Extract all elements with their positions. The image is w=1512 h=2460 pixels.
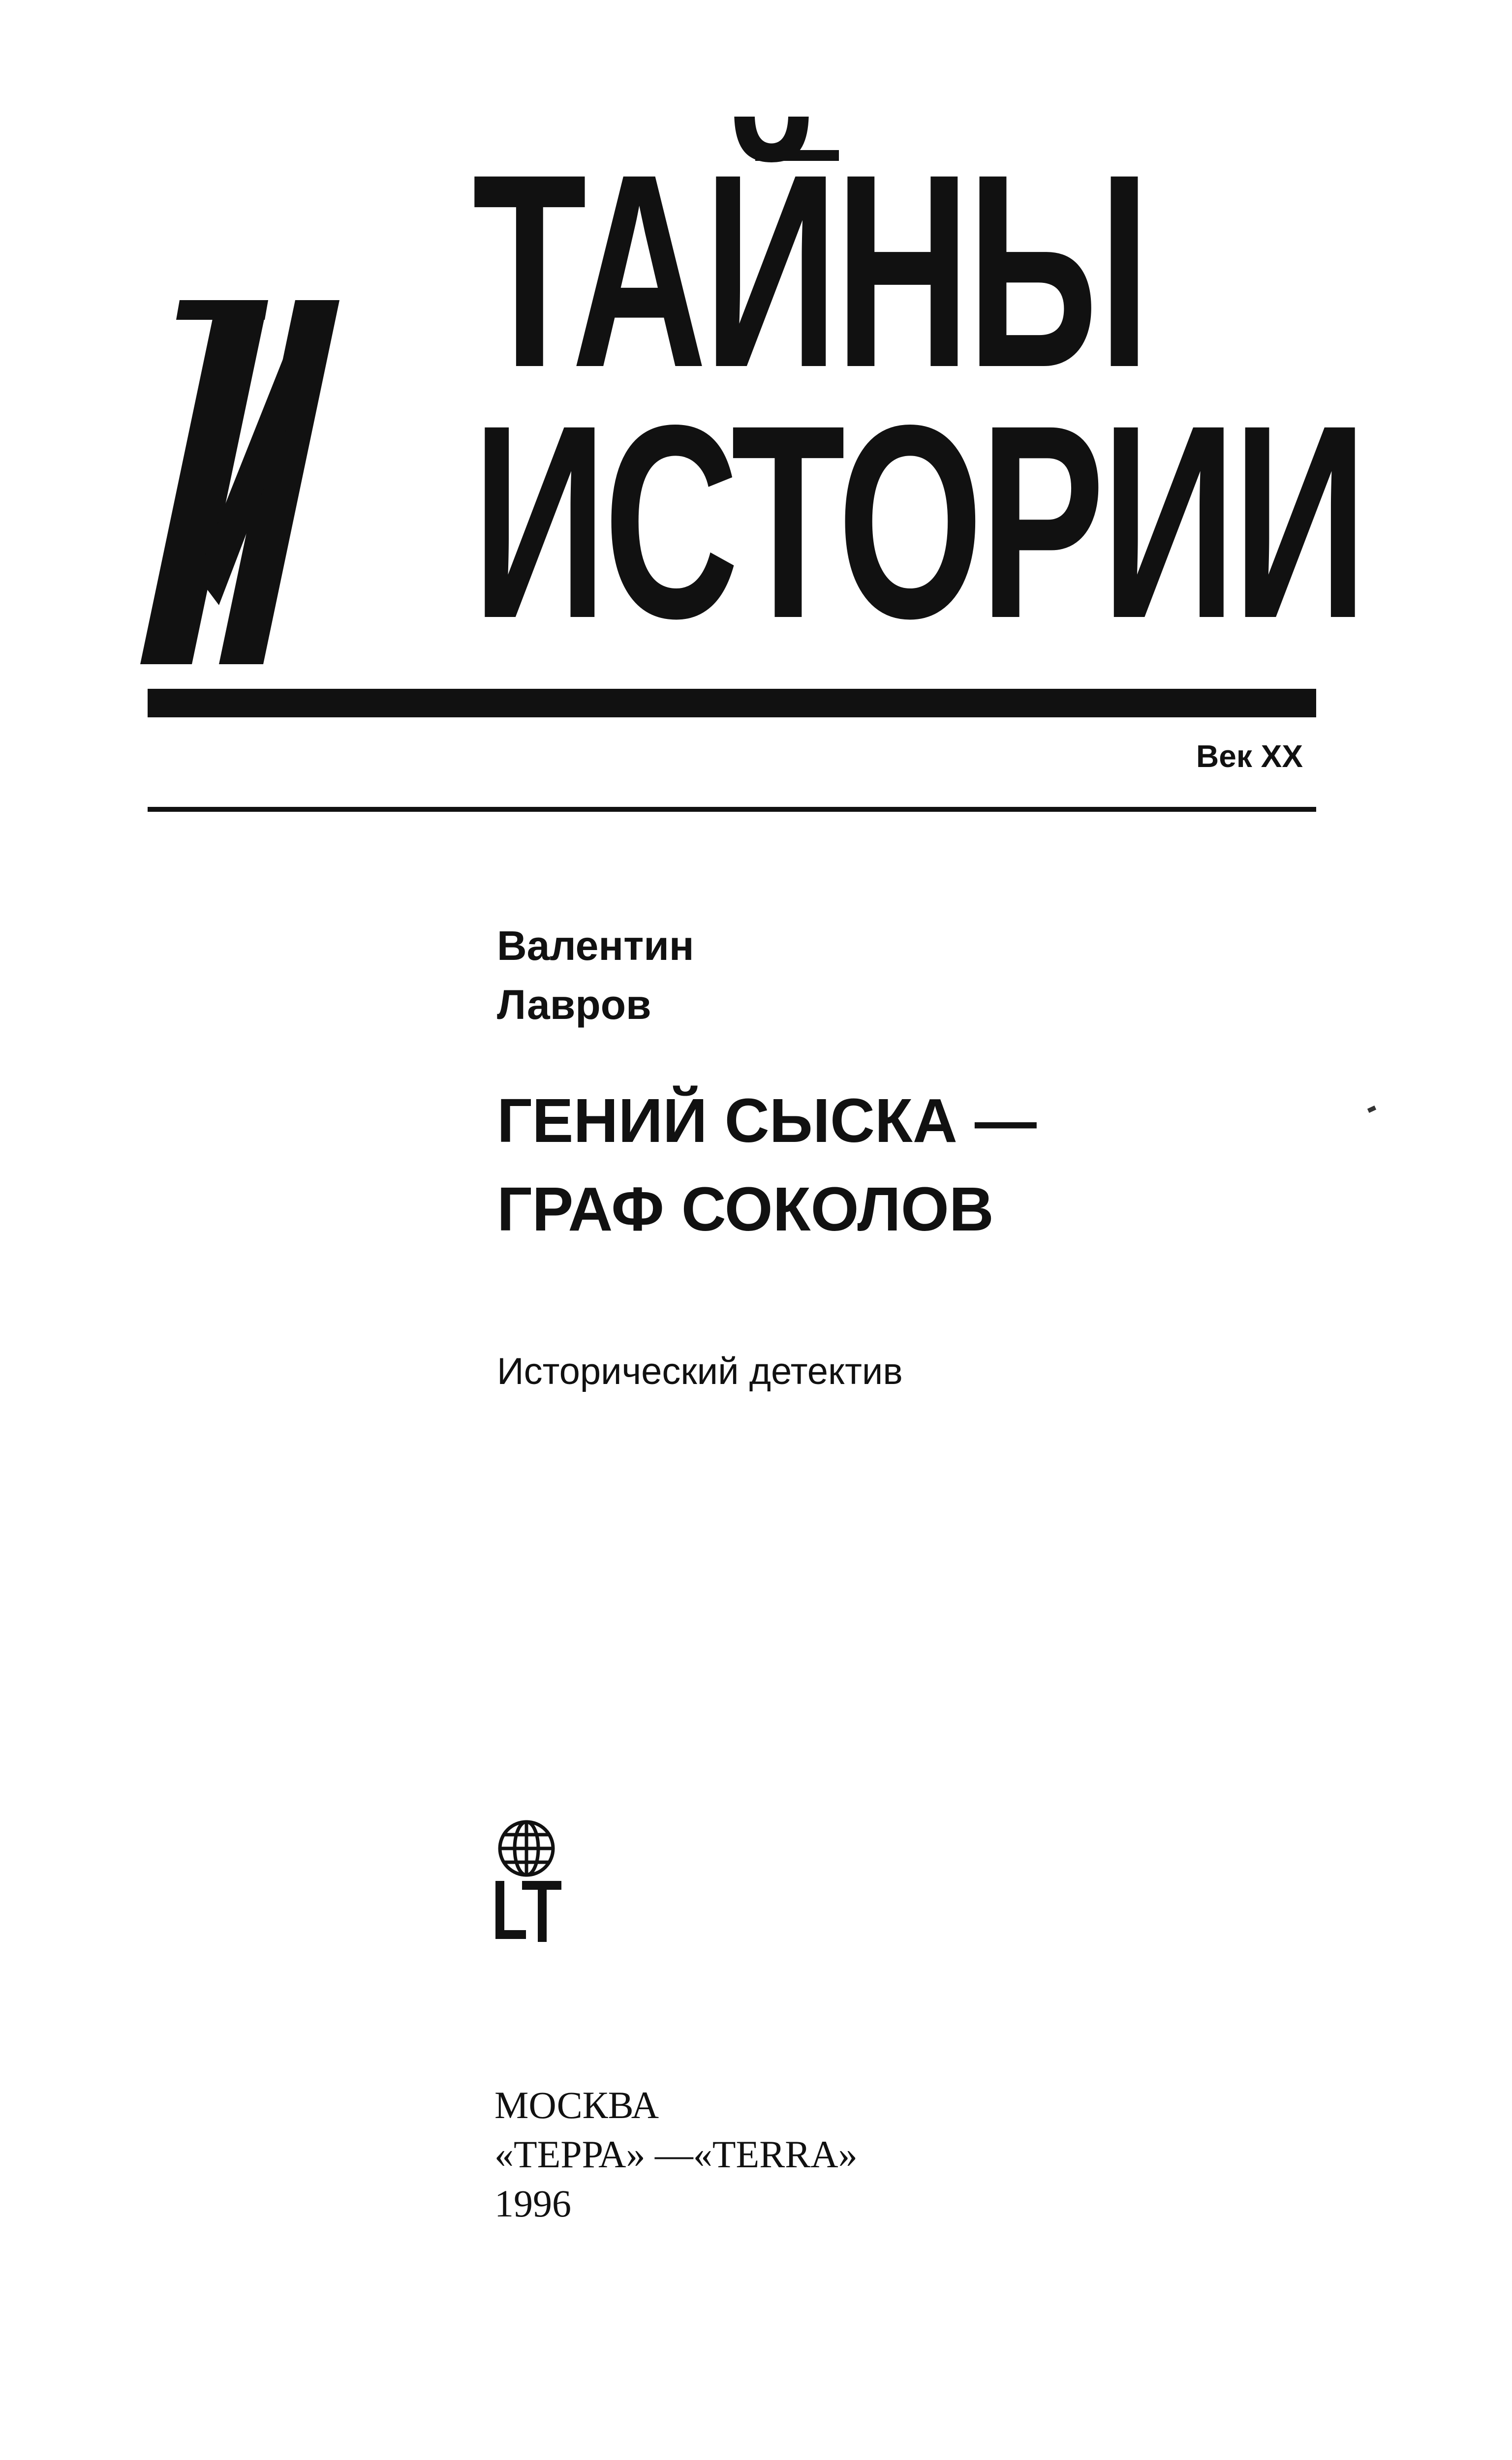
imprint-city: МОСКВА [494,2084,659,2126]
series-title-line-1: ТАЙНЫ [472,117,1147,425]
series-logo-icon [133,300,339,664]
imprint-publisher: «ТЕРРА» —«TERRA» [494,2133,858,2176]
author-first-name: Валентин [497,922,694,969]
series-subtitle: Век XX [1196,738,1303,774]
globe-publisher-logo-icon [490,1818,563,1946]
series-title-line-2: ИСТОРИИ [472,368,1364,676]
book-title-line-1: ГЕНИЙ СЫСКА — [497,1086,1037,1155]
author-last-name: Лавров [497,982,651,1028]
book-genre: Исторический детектив [497,1351,903,1392]
thick-divider [148,689,1316,717]
book-title-line-2: ГРАФ СОКОЛОВ [497,1174,994,1244]
imprint-year: 1996 [494,2182,571,2225]
thin-divider [148,807,1316,812]
scan-speck [1367,1106,1376,1113]
